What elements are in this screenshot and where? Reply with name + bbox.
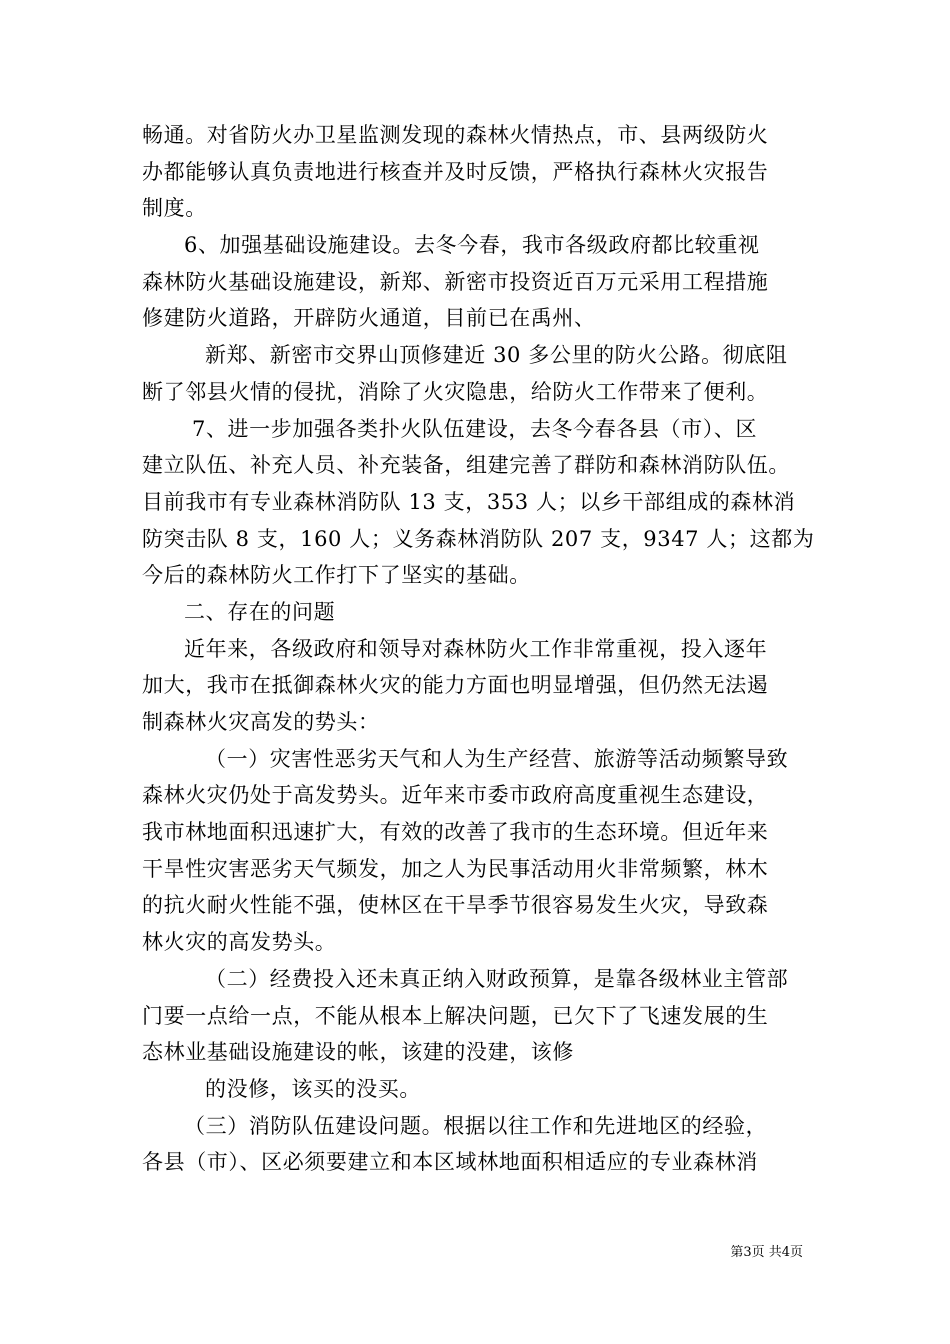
paragraph-start-line: 近年来，各级政府和领导对森林防火工作非常重视，投入逐年 [184,636,768,661]
paragraph-start-line: 的没修，该买的没买。 [205,1076,421,1101]
text-line: 修建防火道路，开辟防火通道，目前已在禹州、 [142,306,596,331]
text-line: 门要一点给一点，不能从根本上解决问题，已欠下了飞速发展的生 [142,1003,769,1028]
text-line: 防突击队 8 支，160 人；义务森林消防队 207 支，9347 人；这都为 [142,526,815,551]
text-line: 制森林火灾高发的势头： [142,710,380,734]
section-heading: 二、存在的问题 [184,599,336,624]
text-line: 态林业基础设施建设的帐，该建的没建，该修 [142,1040,574,1065]
text-line: 目前我市有专业森林消防队 13 支，353 人；以乡干部组成的森林消 [142,489,796,514]
text-line: 森林火灾仍处于高发势头。近年来市委市政府高度重视生态建设， [142,783,769,808]
page-number: 第3页 共4页 [730,1245,803,1260]
text-line: 建立队伍、补充人员、补充装备，组建完善了群防和森林消防队伍。 [142,453,790,478]
paragraph-start-line: （三）消防队伍建设问题。根据以往工作和先进地区的经验， [184,1113,768,1138]
text-line: 森林防火基础设施建设，新郑、新密市投资近百万元采用工程措施 [142,269,769,294]
text-line: 加大，我市在抵御森林火灾的能力方面也明显增强，但仍然无法遏 [142,673,769,698]
text-line: 断了邻县火情的侵扰，消除了火灾隐患，给防火工作带来了便利。 [142,379,769,404]
document-body [142,117,815,1181]
paragraph-start-line: 6、加强基础设施建设。去冬今春，我市各级政府都比较重视 [184,233,760,258]
paragraph-start-line: 新郑、新密市交界山顶修建近 30 多公里的防火公路。彻底阻 [205,343,788,368]
text-line: 办都能够认真负责地进行核查并及时反馈，严格执行森林火灾报告 [142,159,769,184]
text-line: 各县（市）、区必须要建立和本区域林地面积相适应的专业森林消 [142,1150,758,1175]
paragraph-start-line: （二）经费投入还未真正纳入财政预算，是靠各级林业主管部 [205,966,789,991]
text-line: 干旱性灾害恶劣天气频发，加之人为民事活动用火非常频繁，林木 [142,856,769,881]
text-line: 今后的森林防火工作打下了坚实的基础。 [142,563,531,588]
text-line: 的抗火耐火性能不强，使林区在干旱季节很容易发生火灾，导致森 [142,893,769,918]
text-line: 制度。 [142,196,207,221]
text-line: 我市林地面积迅速扩大，有效的改善了我市的生态环境。但近年来 [142,820,769,845]
paragraph-start-line: 7、进一步加强各类扑火队伍建设，去冬今春各县（市）、区 [192,416,758,441]
text-line: 畅通。对省防火办卫星监测发现的森林火情热点，市、县两级防火 [142,123,769,147]
paragraph-start-line: （一）灾害性恶劣天气和人为生产经营、旅游等活动频繁导致 [205,746,789,771]
text-line: 林火灾的高发势头。 [142,930,337,955]
